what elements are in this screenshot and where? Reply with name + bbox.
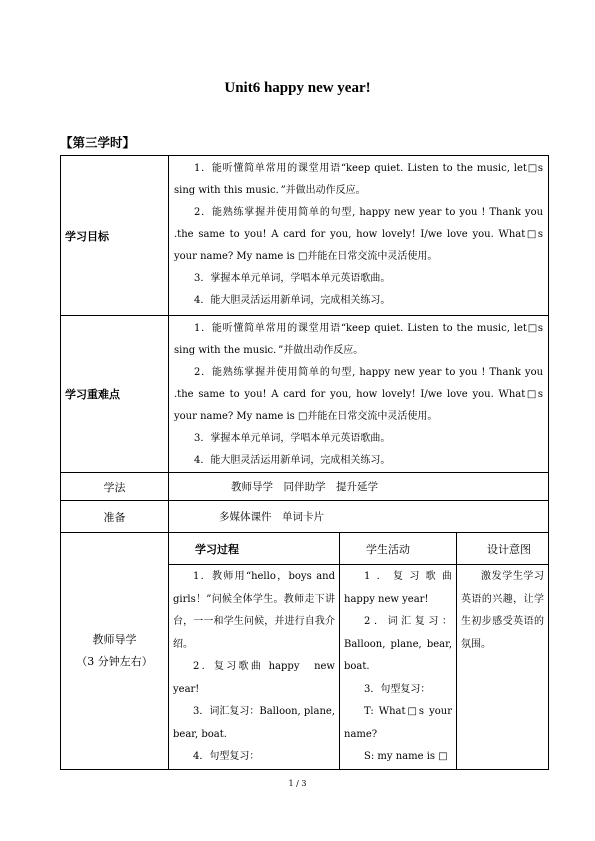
activity-step: 3．句型复习：	[364, 683, 431, 695]
lesson-plan-table	[60, 155, 549, 770]
stage-label: 教师导学	[92, 632, 137, 646]
goal-item: 3．掌握本单元单词，学唱本单元英语歌曲。	[194, 273, 391, 284]
goal-item: 1．能听懂简单常用的课堂用语“keep quiet. Listen to the music, let□s sing with this music．”并做出动作反应。	[174, 163, 544, 196]
page-number: 1 / 3	[288, 779, 307, 788]
key-point-item: 4．能大胆灵活运用新单词，完成相关练习。	[194, 455, 391, 466]
activity-header: 学生活动	[340, 533, 457, 565]
goals-label: 学习目标	[61, 156, 169, 316]
intent-header: 设计意图	[457, 533, 549, 565]
key-point-item: 3．掌握本单元单词，学唱本单元英语歌曲。	[194, 433, 391, 444]
stage-label-cell	[61, 533, 169, 770]
stage-duration: （3 分钟左右）	[76, 654, 153, 668]
intent-text: 激发学生学习英语的兴趣，让学生初步感受英语的氛围。	[461, 571, 545, 650]
activity-cell	[340, 565, 457, 770]
intent-cell	[457, 565, 549, 770]
process-step: 3．词汇复习：Balloon, plane, bear, boat.	[173, 706, 336, 740]
prep-row	[61, 501, 549, 533]
document-title: Unit6 happy new year!	[224, 80, 371, 96]
goal-item: 4．能大胆灵活运用新单词，完成相关练习。	[194, 295, 391, 306]
process-header-row	[61, 533, 549, 565]
prep-label: 准备	[61, 501, 169, 533]
process-header: 学习过程	[169, 533, 340, 565]
activity-step: T: What□s your name?	[344, 706, 452, 740]
section-heading: 【第三学时】	[60, 135, 136, 150]
goals-content	[169, 156, 549, 316]
goals-row	[61, 156, 549, 316]
key-point-item: 1．能听懂简单常用的课堂用语“keep quiet. Listen to the music, let□s sing with the music．”并做出动作反应。	[174, 323, 544, 356]
activity-step: S: my name is □	[364, 751, 448, 762]
key-points-row	[61, 316, 549, 473]
method-label: 学法	[61, 473, 169, 501]
process-step: 2．复习歌曲 happy new year!	[173, 661, 335, 695]
key-points-content	[169, 316, 549, 473]
process-cell	[169, 565, 345, 770]
goal-item: 2．能熟练掌握并使用简单的句型, happy new year to you ! Thank you .the same to you! A card for you, how lovely! I/we love you. What□s your name? My name is □并能在日常交流中灵活使用。	[174, 207, 544, 262]
activity-step: 1．复习歌曲 happy new year!	[344, 571, 452, 605]
method-row	[61, 473, 549, 501]
key-point-item: 2．能熟练掌握并使用简单的句型, happy new year to you ! Thank you .the same to you! A card for you, how lovely! I/we love you. What□s your name? My name is □并能在日常交流中灵活使用。	[174, 367, 544, 422]
method-value: 教师导学 同伴助学 提升延学	[169, 473, 549, 501]
prep-value: 多媒体课件 单词卡片	[169, 501, 549, 533]
process-step: 1．教师用“hello，boys and girls！”问候全体学生。教师走下讲台，一一和学生问候，并进行自我介绍。	[173, 571, 345, 650]
activity-step: 2．词汇复习：Balloon, plane, bear, boat.	[344, 616, 452, 672]
key-points-label: 学习重难点	[61, 316, 169, 473]
process-step: 4．句型复习：	[193, 751, 260, 762]
